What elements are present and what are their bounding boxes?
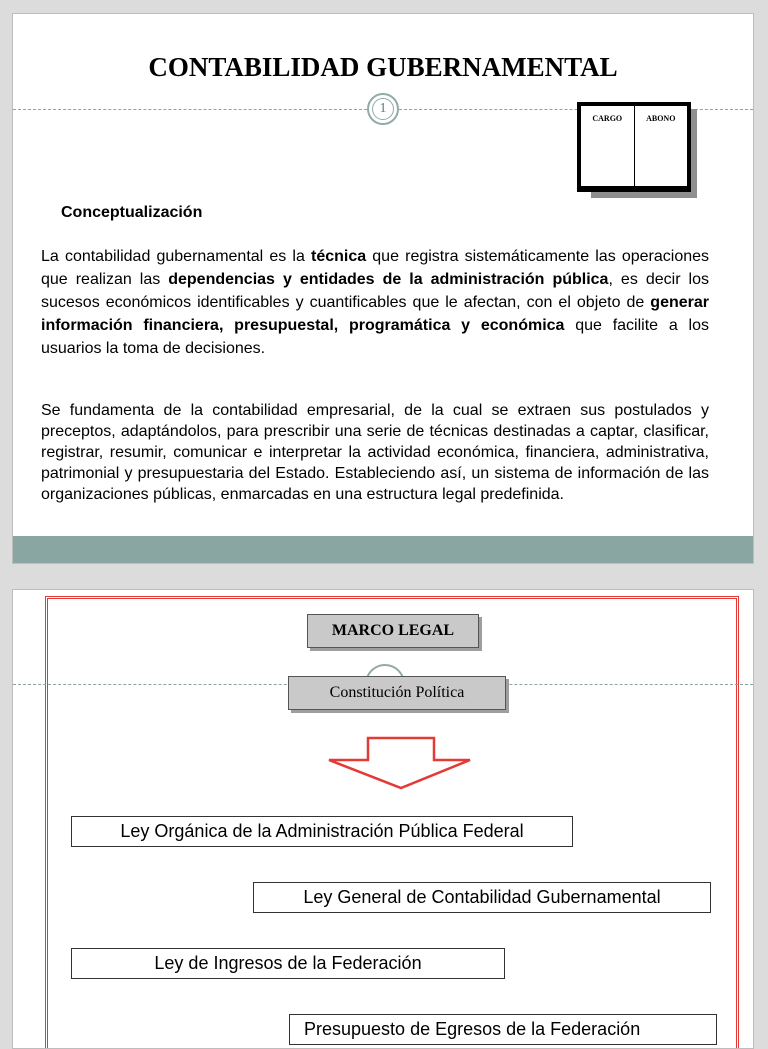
slide-number-ring bbox=[372, 98, 394, 120]
slide-2 bbox=[12, 589, 754, 1049]
paragraph-text: La contabilidad gubernamental es la bbox=[41, 248, 311, 265]
bold-term: dependencias y entidades de la administración pública bbox=[168, 271, 609, 288]
bold-term: técnica bbox=[311, 248, 367, 265]
law-box-ingresos: Ley de Ingresos de la Federación bbox=[71, 948, 505, 979]
footer-band bbox=[13, 536, 753, 563]
constitucion-box: Constitución Política bbox=[288, 676, 506, 710]
law-box-contabilidad: Ley General de Contabilidad Gubernamental bbox=[253, 882, 711, 913]
section-heading: Conceptualización bbox=[61, 204, 203, 221]
marco-legal-box: MARCO LEGAL bbox=[307, 614, 479, 648]
paragraph-text: , es decir los sucesos económicos identificables y cuantificables que le afectan, con el objeto de bbox=[41, 271, 710, 311]
t-account-cargo: CARGO bbox=[581, 106, 635, 186]
law-box-organica: Ley Orgánica de la Administración Pública Federal bbox=[71, 816, 573, 847]
down-arrow-icon bbox=[325, 736, 475, 792]
paragraph-foundation: Se fundamenta de la contabilidad empresarial, de la cual se extraen sus postulados y preceptos, adaptándolos, para prescribir una serie de técnicas destinadas a captar, clasificar, registrar, resumir, comunicar e interpretar la actividad económica, financiera, administrativa, patrimonial y presupuestaria del Estado. Estableciendo así, un sistema de información de las organizaciones públicas, enmarcadas en una estructura legal predefinida. bbox=[41, 402, 709, 503]
bold-term: generar información financiera, presupuestal, programática y económica bbox=[41, 294, 709, 334]
down-arrow-shape bbox=[329, 738, 470, 788]
paragraph-text: que registra sistemáticamente las operaciones que realizan las bbox=[41, 248, 710, 288]
slide-title: CONTABILIDAD GUBERNAMENTAL bbox=[148, 52, 618, 82]
slide-1 bbox=[12, 13, 754, 564]
slide-number-badge bbox=[367, 93, 399, 125]
law-box-egresos: Presupuesto de Egresos de la Federación bbox=[289, 1014, 717, 1045]
slide-number: 1 bbox=[379, 101, 387, 116]
paragraph-definition bbox=[41, 245, 709, 360]
t-account-abono: ABONO bbox=[646, 114, 676, 123]
paragraph-text: que facilite a los usuarios la toma de decisiones. bbox=[41, 317, 709, 357]
t-account-icon bbox=[577, 102, 691, 192]
